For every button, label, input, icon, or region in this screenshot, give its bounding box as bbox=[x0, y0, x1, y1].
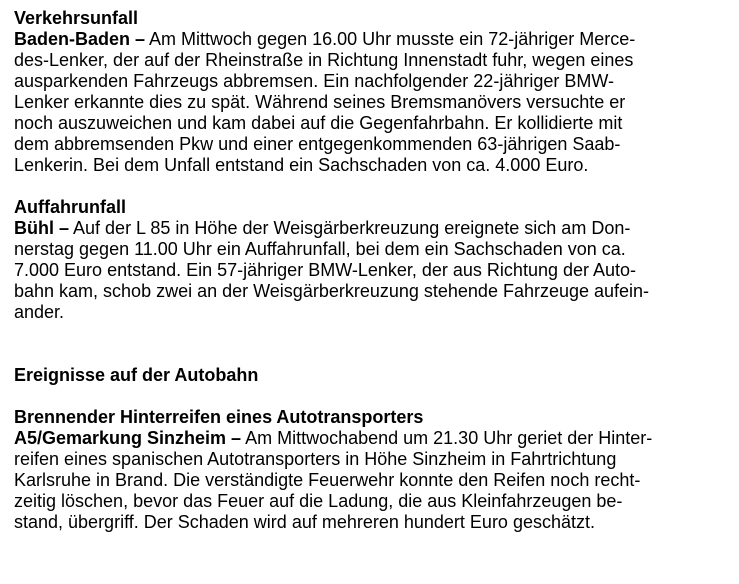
paragraph-line bbox=[14, 29, 714, 50]
paragraph-spacer bbox=[14, 386, 714, 407]
section-heading-autobahn: Ereignisse auf der Autobahn bbox=[14, 365, 259, 385]
paragraph-text: Am Mittwoch gegen 16.00 Uhr musste ein 72-jähriger Merce- bbox=[145, 29, 636, 49]
paragraph-line: 7.000 Euro entstand. Ein 57-jähriger BMW-Lenker, der aus Richtung der Auto- bbox=[14, 260, 637, 280]
paragraph-line: noch auszuweichen und kam dabei auf die Gegenfahrbahn. Er kollidierte mit bbox=[14, 113, 623, 133]
paragraph-line: reifen eines spanischen Autotransporters in Höhe Sinzheim in Fahrtrichtung bbox=[14, 449, 617, 469]
section-heading-verkehrsunfall: Verkehrsunfall bbox=[14, 8, 139, 28]
section-heading-hinterreifen: Brennender Hinterreifen eines Autotransporters bbox=[14, 407, 424, 427]
paragraph-line bbox=[14, 428, 714, 449]
paragraph-spacer bbox=[14, 176, 714, 197]
paragraph-line bbox=[14, 218, 714, 239]
paragraph-line: bahn kam, schob zwei an der Weisgärberkreuzung stehende Fahrzeuge aufein- bbox=[14, 281, 650, 301]
paragraph-line: des-Lenker, der auf der Rheinstraße in Richtung Innenstadt fuhr, wegen eines bbox=[14, 50, 634, 70]
location-lead: Baden-Baden – bbox=[14, 29, 146, 49]
location-lead: A5/Gemarkung Sinzheim – bbox=[14, 428, 242, 448]
section-heading-auffahrunfall: Auffahrunfall bbox=[14, 197, 126, 217]
paragraph-line: ander. bbox=[14, 302, 65, 322]
paragraph-line: zeitig löschen, bevor das Feuer auf die Ladung, die aus Kleinfahrzeugen be- bbox=[14, 491, 623, 511]
paragraph-line: dem abbremsenden Pkw und einer entgegenkommenden 63-jährigen Saab- bbox=[14, 134, 621, 154]
paragraph-line: Lenker erkannte dies zu spät. Während seines Bremsmanövers versuchte er bbox=[14, 92, 626, 112]
paragraph-spacer bbox=[14, 323, 714, 365]
paragraph-line: stand, übergriff. Der Schaden wird auf mehreren hundert Euro geschätzt. bbox=[14, 512, 595, 532]
paragraph-line: Karlsruhe in Brand. Die verständigte Feuerwehr konnte den Reifen noch recht- bbox=[14, 470, 641, 490]
paragraph-line: ausparkenden Fahrzeugs abbremsen. Ein nachfolgender 22-jähriger BMW- bbox=[14, 71, 615, 91]
paragraph-text: Am Mittwochabend um 21.30 Uhr geriet der Hinter- bbox=[241, 428, 653, 448]
paragraph-line: Lenkerin. Bei dem Unfall entstand ein Sachschaden von ca. 4.000 Euro. bbox=[14, 155, 589, 175]
location-lead: Bühl – bbox=[14, 218, 70, 238]
paragraph-line: nerstag gegen 11.00 Uhr ein Auffahrunfall, bei dem ein Sachschaden von ca. bbox=[14, 239, 626, 259]
document-page bbox=[14, 8, 714, 533]
paragraph-text: Auf der L 85 in Höhe der Weisgärberkreuzung ereignete sich am Don- bbox=[69, 218, 631, 238]
